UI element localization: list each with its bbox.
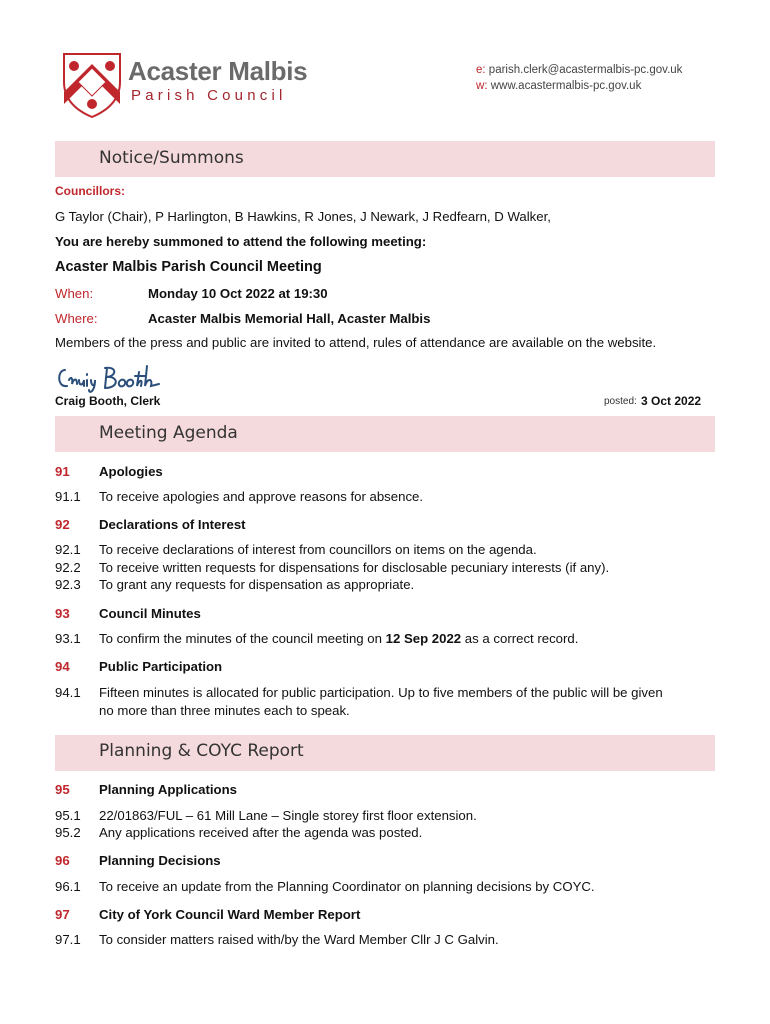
subitem-number: 92.1 bbox=[55, 542, 81, 557]
subitem-text: no more than three minutes each to speak. bbox=[99, 703, 350, 718]
clerk-name: Craig Booth, Clerk bbox=[55, 394, 161, 408]
notice-band-title: Notice/Summons bbox=[99, 148, 244, 168]
subitem-text: To receive written requests for dispensations for disclosable pecuniary interests (if any). bbox=[99, 560, 610, 575]
when-value: Monday 10 Oct 2022 at 19:30 bbox=[148, 286, 328, 301]
subitem-text-part: To confirm the minutes of the council meeting on bbox=[99, 631, 386, 646]
subitem-number: 92.3 bbox=[55, 577, 81, 592]
minutes-date: 12 Sep 2022 bbox=[385, 631, 462, 646]
item-number: 97 bbox=[55, 907, 70, 922]
email-label: e: bbox=[476, 64, 486, 76]
web-link[interactable]: www.acastermalbis-pc.gov.uk bbox=[490, 80, 642, 92]
councillors-label: Councillors: bbox=[55, 184, 126, 198]
email-link[interactable]: parish.clerk@acastermalbis-pc.gov.uk bbox=[488, 64, 683, 76]
org-subtitle: Parish Council bbox=[131, 87, 287, 104]
agenda-band-title: Meeting Agenda bbox=[99, 423, 238, 443]
when-label: When: bbox=[55, 286, 94, 301]
item-number: 95 bbox=[55, 782, 70, 797]
subitem-text: To consider matters raised with/by the Ward Member Cllr J C Galvin. bbox=[99, 932, 499, 947]
planning-band-title: Planning & COYC Report bbox=[99, 741, 304, 761]
subitem-text: To grant any requests for dispensation as appropriate. bbox=[99, 577, 415, 592]
where-value: Acaster Malbis Memorial Hall, Acaster Malbis bbox=[148, 311, 431, 326]
item-number: 96 bbox=[55, 853, 70, 868]
item-number: 93 bbox=[55, 606, 70, 621]
meeting-title: Acaster Malbis Parish Council Meeting bbox=[55, 259, 322, 275]
subitem-number: 97.1 bbox=[55, 932, 81, 947]
subitem-text: Any applications received after the agenda was posted. bbox=[99, 825, 423, 840]
subitem-number: 92.2 bbox=[55, 560, 81, 575]
contact-email bbox=[476, 64, 682, 76]
subitem-number: 93.1 bbox=[55, 631, 81, 646]
subitem-text bbox=[99, 631, 578, 646]
item-number: 94 bbox=[55, 659, 70, 674]
press-note: Members of the press and public are invited to attend, rules of attendance are available on the website. bbox=[55, 335, 657, 350]
item-heading: Planning Applications bbox=[99, 782, 237, 797]
subitem-number: 96.1 bbox=[55, 879, 81, 894]
item-heading: Apologies bbox=[99, 464, 163, 479]
where-label: Where: bbox=[55, 311, 98, 326]
subitem-text: To receive apologies and approve reasons for absence. bbox=[99, 489, 424, 504]
org-name: Acaster Malbis bbox=[128, 56, 308, 86]
councillors-list: G Taylor (Chair), P Harlington, B Hawkins, R Jones, J Newark, J Redfearn, D Walker, bbox=[55, 209, 551, 224]
planning-band bbox=[55, 735, 715, 771]
summons-text: You are hereby summoned to attend the following meeting: bbox=[55, 234, 427, 249]
subitem-text: To receive declarations of interest from councillors on items on the agenda. bbox=[99, 542, 537, 557]
item-heading: Public Participation bbox=[99, 659, 223, 674]
subitem-number: 95.1 bbox=[55, 808, 81, 823]
item-number: 91 bbox=[55, 464, 70, 479]
subitem-number: 91.1 bbox=[55, 489, 81, 504]
agenda-band bbox=[55, 416, 715, 452]
parish-crest-logo bbox=[62, 52, 122, 118]
subitem-text: Fifteen minutes is allocated for public participation. Up to five members of the public will be given bbox=[99, 685, 663, 700]
contact-web bbox=[476, 80, 641, 92]
subitem-text: To receive an update from the Planning Coordinator on planning decisions by COYC. bbox=[99, 879, 595, 894]
posted-date: 3 Oct 2022 bbox=[641, 394, 702, 408]
item-heading: Council Minutes bbox=[99, 606, 201, 621]
subitem-text: 22/01863/FUL – 61 Mill Lane – Single storey first floor extension. bbox=[99, 808, 477, 823]
item-heading: Declarations of Interest bbox=[99, 517, 246, 532]
subitem-text-part: as a correct record. bbox=[461, 631, 579, 646]
item-heading: City of York Council Ward Member Report bbox=[99, 907, 361, 922]
item-number: 92 bbox=[55, 517, 70, 532]
web-label: w: bbox=[476, 80, 488, 92]
notice-band bbox=[55, 141, 715, 177]
posted-label: posted: bbox=[604, 396, 637, 407]
subitem-number: 95.2 bbox=[55, 825, 81, 840]
item-heading: Planning Decisions bbox=[99, 853, 221, 868]
subitem-number: 94.1 bbox=[55, 685, 81, 700]
